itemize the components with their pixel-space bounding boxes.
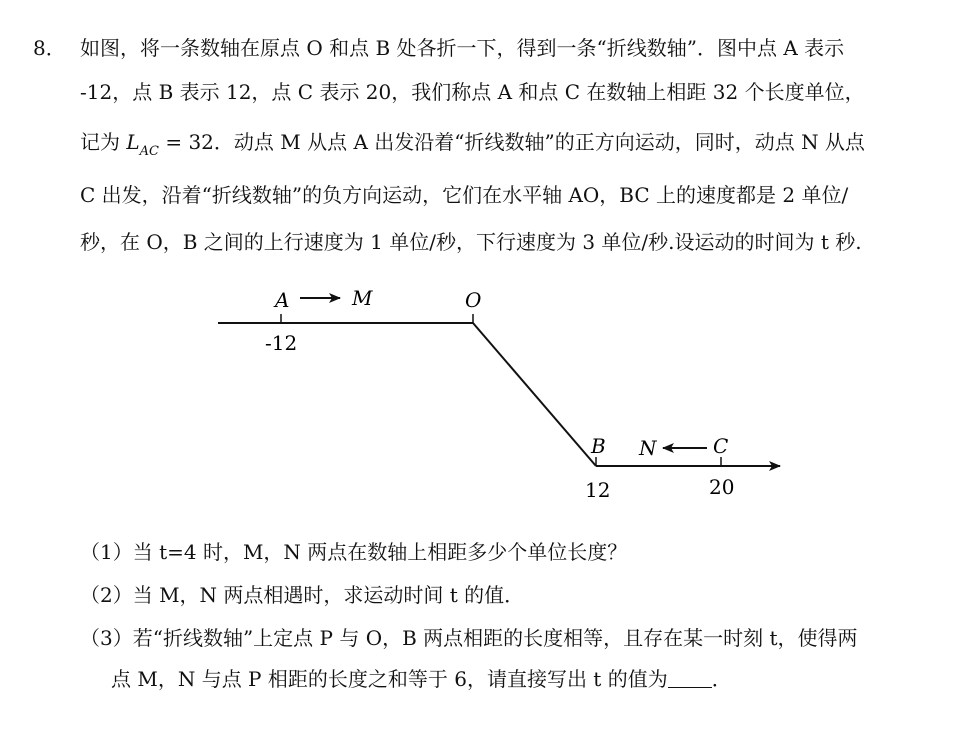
question-part-2: （2）当 M，N 两点相遇时，求运动时间 t 的值．	[80, 583, 525, 607]
problem-line-2: -12，点 B 表示 12，点 C 表示 20，我们称点 A 和点 C 在数轴上相距 32 个长度单位，	[80, 80, 865, 104]
line3-rest: ．动点 M 从点 A 出发沿着“折线数轴”的正方向运动，同时，动点 N 从点	[213, 130, 865, 154]
formula-value: = 32	[158, 130, 214, 154]
tick-label-A: -12	[265, 331, 298, 355]
tick-label-B: 12	[585, 478, 611, 502]
segment-diagonal	[473, 323, 596, 466]
question-number: 8．	[33, 36, 66, 60]
question-part-3-line-1: （3）若“折线数轴”上定点 P 与 O，B 两点相距的长度相等，且存在某一时刻 t，使得两	[80, 626, 858, 650]
question-part-3-period: ．	[711, 667, 732, 691]
answer-blank[interactable]	[668, 669, 712, 688]
line3-prefix: 记为	[80, 130, 127, 154]
problem-line-1: 如图，将一条数轴在原点 O 和点 B 处各折一下，得到一条“折线数轴”．图中点 A 表示	[80, 36, 845, 60]
label-A: A	[275, 288, 290, 312]
formula-L: L	[126, 130, 140, 154]
formula-subscript: AC	[139, 144, 159, 159]
label-B: B	[591, 434, 606, 458]
tick-label-C: 20	[709, 475, 735, 499]
label-N: N	[639, 436, 657, 460]
label-C: C	[713, 434, 729, 458]
question-part-3-text: 点 M，N 与点 P 相距的长度之和等于 6，请直接写出 t 的值为	[111, 667, 668, 691]
label-M: M	[352, 286, 373, 310]
question-part-1: （1）当 t=4 时，M，N 两点在数轴上相距多少个单位长度？	[80, 540, 628, 564]
problem-line-4: C 出发，沿着“折线数轴”的负方向运动，它们在水平轴 AO，BC 上的速度都是 2 单位/	[80, 183, 849, 207]
problem-line-5: 秒，在 O，B 之间的上行速度为 1 单位/秒，下行速度为 3 单位/秒.设运动的时间为 t 秒.	[80, 230, 862, 254]
label-O: O	[465, 288, 482, 312]
question-part-3-line-2	[111, 665, 732, 693]
